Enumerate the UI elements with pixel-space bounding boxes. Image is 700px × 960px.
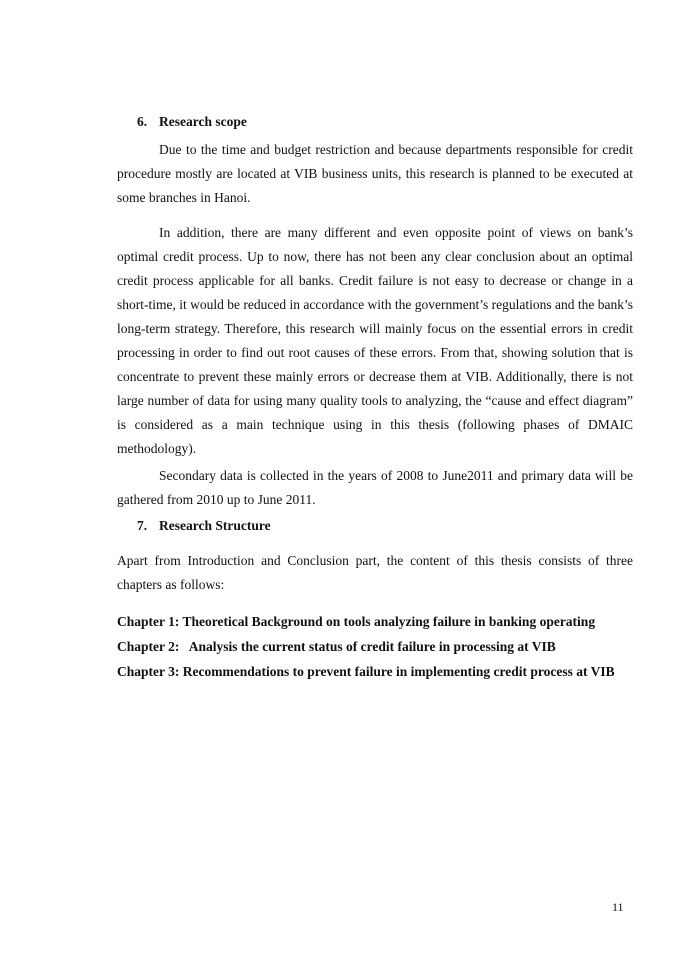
section-6-heading	[117, 112, 633, 132]
section-7-heading	[117, 516, 633, 536]
scope-paragraph-3: Secondary data is collected in the years of 2008 to June2011 and primary data will be gathered from 2010 up to June 2011.	[117, 468, 633, 507]
structure-intro: Apart from Introduction and Conclusion part, the content of this thesis consists of three chapters as follows:	[117, 553, 633, 592]
scope-paragraph-1: Due to the time and budget restriction and because departments responsible for credit procedure mostly are located at VIB business units, this research is planned to be executed at some branches in Hanoi.	[117, 142, 633, 205]
page-content	[117, 112, 633, 684]
page-number: 11	[612, 900, 624, 914]
chapter-2-entry: Chapter 2: Analysis the current status of credit failure in processing at VIB	[117, 639, 556, 654]
section-7-number: 7.	[137, 518, 148, 533]
chapter-1-entry: Chapter 1: Theoretical Background on tools analyzing failure in banking operating	[117, 614, 596, 629]
scope-paragraph-2: In addition, there are many different and even opposite point of views on bank’s optimal credit process. Up to now, there has not been any clear conclusion about an optimal credit process applicable for all banks. Credit failure is not easy to decrease or change in a short-time, it would be reduced in accordance with the government’s regulations and the bank’s long-term strategy. Therefore, this research will mainly focus on the essential errors in credit processing in order to find out root causes of these errors. From that, showing solution that is concentrate to prevent these mainly errors or decrease them at VIB. Additionally, there is not large number of data for using many quality tools to analyzing, the “cause and effect diagram” is considered as a main technique using in this thesis (following phases of DMAIC methodology).	[117, 225, 633, 456]
section-6-number: 6.	[137, 114, 148, 129]
section-7-title: Research Structure	[159, 518, 271, 533]
section-6-title: Research scope	[159, 114, 247, 129]
chapter-3-entry: Chapter 3: Recommendations to prevent failure in implementing credit process at VIB	[117, 664, 615, 679]
